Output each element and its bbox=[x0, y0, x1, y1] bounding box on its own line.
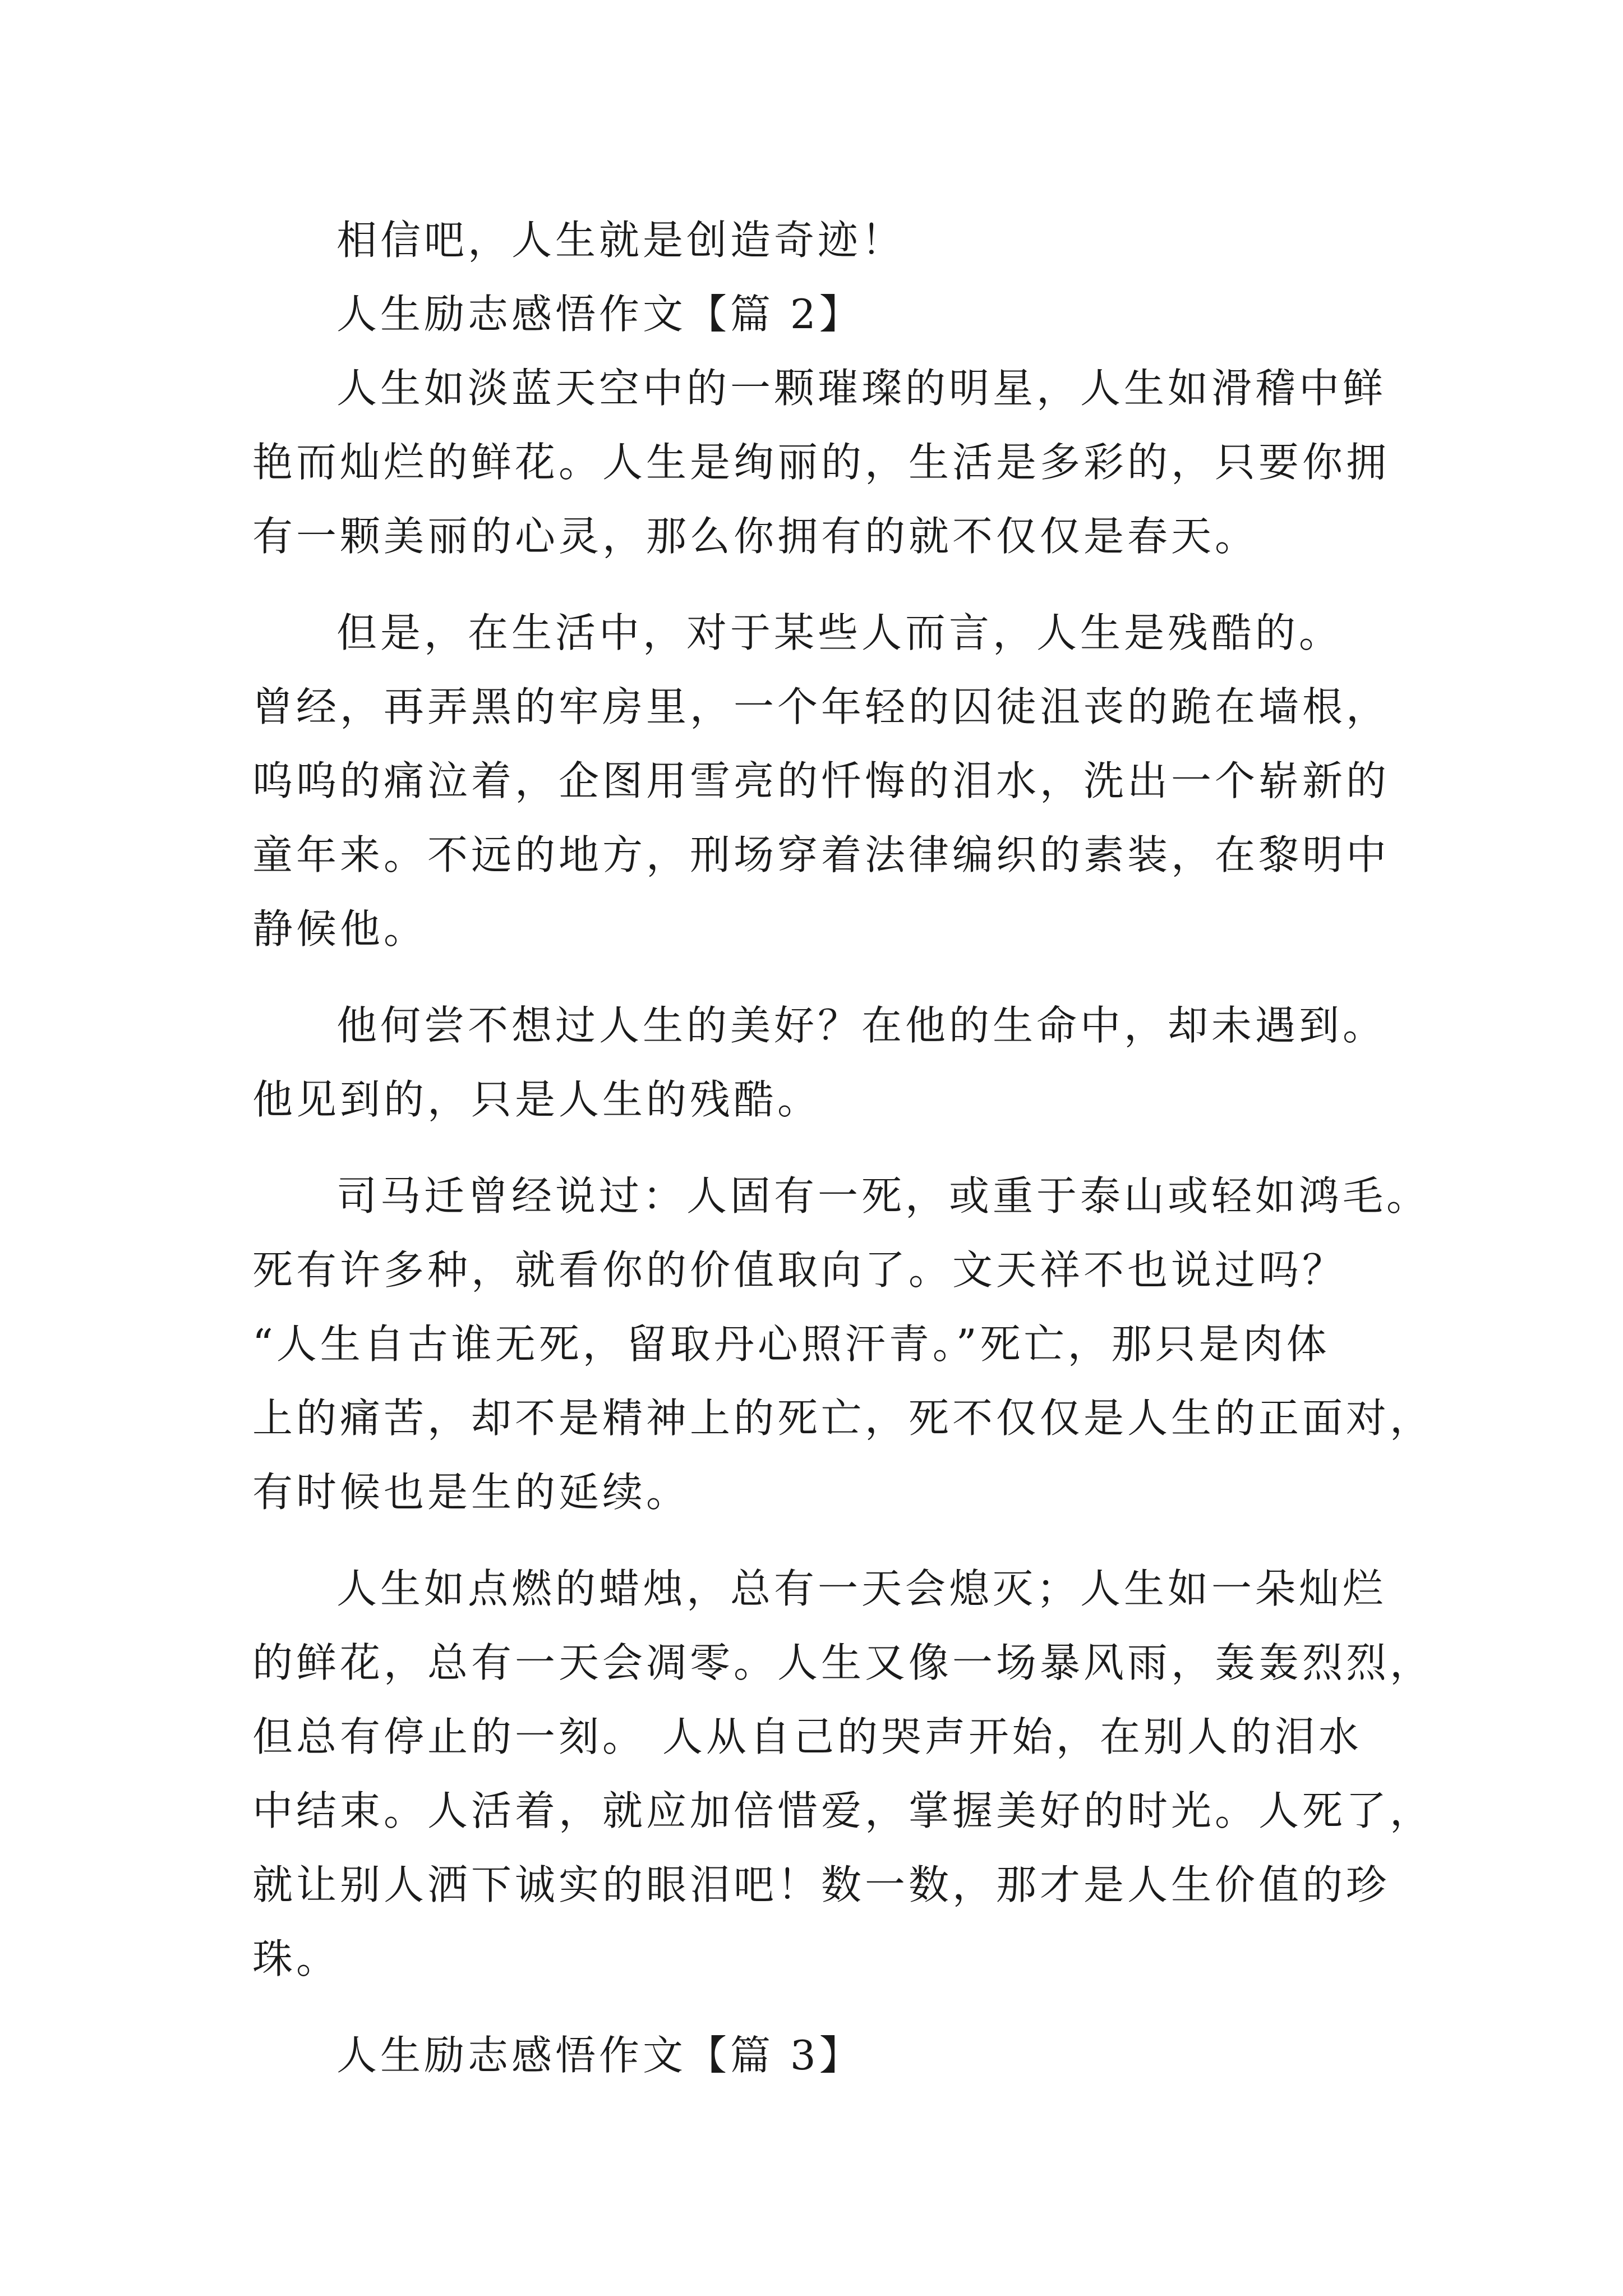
text-line: 的鲜花，总有一天会凋零。人生又像一场暴风雨，轰轰烈烈， bbox=[252, 1639, 1434, 1686]
text-line: 他见到的，只是人生的残酷。 bbox=[252, 1076, 822, 1123]
text-line: 人生如淡蓝天空中的一颗璀璨的明星，人生如滑稽中鲜 bbox=[336, 365, 1387, 412]
text-line: 童年来。不远的地方，刑场穿着法律编织的素装，在黎明中 bbox=[252, 831, 1390, 878]
text-line: 静候他。 bbox=[252, 905, 428, 953]
document-body bbox=[252, 203, 1434, 2092]
text-line: “人生自古谁无死，留取丹心照汗青。”死亡，那只是肉体 bbox=[252, 1320, 1330, 1368]
text-line: 死有许多种，就看你的价值取向了。文天祥不也说过吗？ bbox=[252, 1246, 1347, 1294]
text-line: 人生励志感悟作文【篇 2】 bbox=[336, 291, 863, 338]
text-line: 上的痛苦，却不是精神上的死亡，死不仅仅是人生的正面对， bbox=[252, 1395, 1434, 1442]
text-line: 但是，在生活中，对于某些人而言，人生是残酷的。 bbox=[336, 609, 1343, 656]
text-line: 人生励志感悟作文【篇 3】 bbox=[336, 2032, 863, 2079]
text-line: 呜呜的痛泣着，企图用雪亮的忏悔的泪水，洗出一个崭新的 bbox=[252, 757, 1390, 804]
paragraph-gap bbox=[252, 1996, 1374, 2018]
text-line: 艳而灿烂的鲜花。人生是绚丽的，生活是多彩的，只要你拥 bbox=[252, 439, 1390, 486]
text-line: 相信吧，人生就是创造奇迹！ bbox=[336, 217, 906, 264]
text-line: 中结束。人活着，就应加倍惜爱，掌握美好的时光。人死了， bbox=[252, 1787, 1434, 1834]
text-line: 有一颗美丽的心灵，那么你拥有的就不仅仅是春天。 bbox=[252, 513, 1259, 560]
text-line: 他何尝不想过人生的美好？在他的生命中，却未遇到。 bbox=[336, 1002, 1387, 1049]
text-line: 曾经，再弄黑的牢房里，一个年轻的囚徒沮丧的跪在墙根， bbox=[252, 683, 1390, 730]
text-line: 有时候也是生的延续。 bbox=[252, 1469, 690, 1516]
text-line: 司马迁曾经说过：人固有一死，或重于泰山或轻如鸿毛。 bbox=[336, 1172, 1431, 1220]
paragraph-gap bbox=[252, 966, 1374, 988]
paragraph-gap bbox=[252, 1137, 1374, 1159]
paragraph-gap bbox=[252, 573, 1374, 596]
text-line: 但总有停止的一刻。 人从自己的哭声开始，在别人的泪水 bbox=[252, 1713, 1362, 1760]
text-line: 就让别人洒下诚实的眼泪吧！数一数，那才是人生价值的珍 bbox=[252, 1861, 1390, 1908]
text-line: 人生如点燃的蜡烛，总有一天会熄灭；人生如一朵灿烂 bbox=[336, 1565, 1387, 1612]
paragraph-gap bbox=[252, 1529, 1374, 1552]
text-line: 珠。 bbox=[252, 1935, 340, 1982]
